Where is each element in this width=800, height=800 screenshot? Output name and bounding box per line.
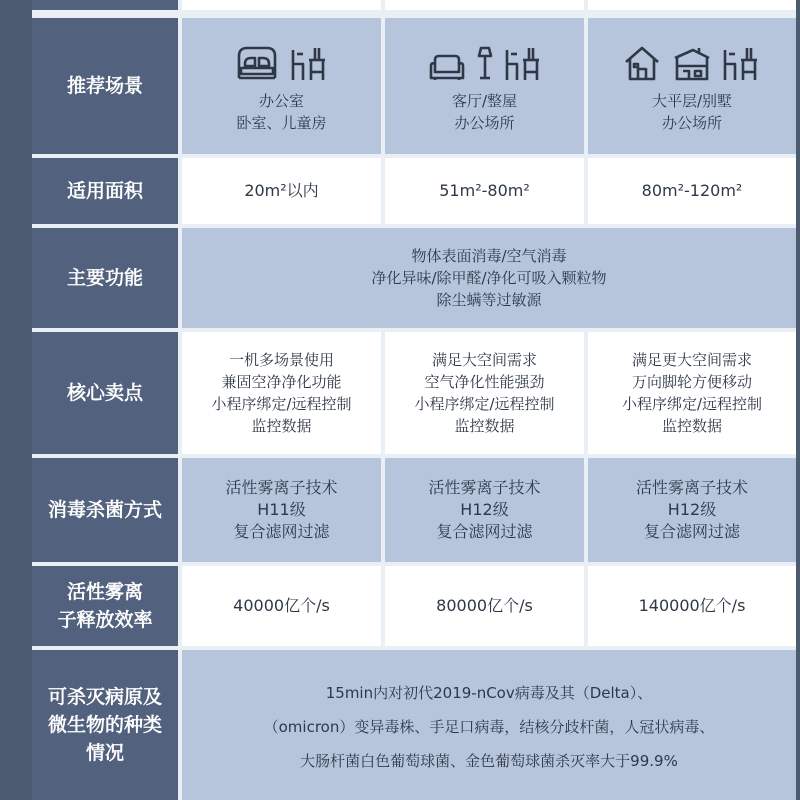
cell-line: 80000亿个/s <box>436 596 533 615</box>
table-cell <box>588 458 796 562</box>
row-header <box>32 650 178 800</box>
header-line: 子释放效率 <box>57 609 153 631</box>
villa-icon <box>671 44 711 82</box>
row-header: 推荐场景 <box>32 18 178 154</box>
table-cell <box>385 0 584 10</box>
cell-line: 监控数据 <box>661 417 722 435</box>
cell-line: 80m²-120m² <box>641 181 743 200</box>
table-row-top-remnant <box>32 0 796 10</box>
table-cell <box>588 332 796 454</box>
cell-line: 小程序绑定/远程控制 <box>621 395 763 413</box>
cell-line: H12级 <box>667 500 717 519</box>
row-header: 主要功能 <box>32 228 178 328</box>
table-cell <box>588 158 796 224</box>
table-cell <box>182 228 796 328</box>
cell-line: 大肠杆菌白色葡萄球菌、金色葡萄球菌杀灭率大于99.9% <box>300 752 678 770</box>
table-cell <box>385 158 584 224</box>
cell-line: （omicron）变异毒株、手足口病毒，结核分歧杆菌，人冠状病毒、 <box>263 718 715 736</box>
table-cell <box>385 566 584 646</box>
cell-line: 小程序绑定/远程控制 <box>211 395 352 413</box>
table-row-release-rate <box>32 566 796 646</box>
table-cell <box>385 18 584 154</box>
table-cell <box>385 332 584 454</box>
cell-line: 140000亿个/s <box>638 596 746 615</box>
cell-line: 15min内对初代2019-nCov病毒及其（Delta）、 <box>325 684 653 702</box>
desk-chair-icon <box>721 44 761 82</box>
cell-line: 万向脚轮方便移动 <box>631 373 752 391</box>
cell-line: 40000亿个/s <box>233 596 330 615</box>
table-cell <box>182 0 381 10</box>
cell-line: 监控数据 <box>251 417 312 435</box>
table-cell <box>588 18 796 154</box>
house-icon <box>623 44 661 82</box>
cell-line: 除尘螨等过敏源 <box>436 291 542 309</box>
cell-line: 办公室 <box>258 92 304 110</box>
header-line: 可杀灭病原及 <box>47 686 162 708</box>
table-row-pathogens <box>32 650 796 800</box>
cell-line: 净化异味/除甲醛/净化可吸入颗粒物 <box>371 269 607 287</box>
scene-icons <box>427 38 543 82</box>
table-row-scene <box>32 18 796 154</box>
cell-line: 满足大空间需求 <box>431 351 537 369</box>
row-header: 核心卖点 <box>32 332 178 454</box>
lamp-icon <box>477 44 493 82</box>
row-header-blank <box>32 0 178 10</box>
bed-icon <box>235 44 279 82</box>
table-row-functions <box>32 228 796 328</box>
cell-line: 办公场所 <box>454 114 515 132</box>
table-row-area <box>32 158 796 224</box>
table-cell <box>182 18 381 154</box>
cell-line: 活性雾离子技术 <box>635 478 748 497</box>
row-header: 适用面积 <box>32 158 178 224</box>
scene-icons <box>235 38 329 82</box>
table-cell <box>182 566 381 646</box>
cell-line: 小程序绑定/远程控制 <box>414 395 555 413</box>
table-cell <box>588 566 796 646</box>
scene-icons <box>623 38 761 82</box>
cell-line: 客厅/整屋 <box>451 92 518 110</box>
cell-line: 20m²以内 <box>244 181 319 200</box>
table-cell <box>588 0 796 10</box>
cell-line: 51m²-80m² <box>439 181 530 200</box>
table-cell <box>182 458 381 562</box>
cell-line: 兼固空净净化功能 <box>221 373 342 391</box>
table-cell <box>182 332 381 454</box>
header-line: 活性雾离 <box>66 581 143 603</box>
cell-line: 办公场所 <box>661 114 722 132</box>
table-cell <box>385 458 584 562</box>
sofa-icon <box>427 52 467 82</box>
cell-line: 复合滤网过滤 <box>233 522 330 541</box>
row-header <box>32 566 178 646</box>
cell-line: 空气净化性能强劲 <box>424 373 545 391</box>
cell-line: 物体表面消毒/空气消毒 <box>411 247 567 265</box>
row-header: 消毒杀菌方式 <box>32 458 178 562</box>
table-row-disinfection <box>32 458 796 562</box>
cell-line: H12级 <box>460 500 509 519</box>
cell-line: 活性雾离子技术 <box>225 478 338 497</box>
cell-line: 大平层/别墅 <box>651 92 733 110</box>
desk-chair-icon <box>503 44 543 82</box>
cell-line: 卧室、儿童房 <box>236 114 327 132</box>
cell-line: 活性雾离子技术 <box>428 478 541 497</box>
cell-line: 满足更大空间需求 <box>631 351 752 369</box>
table-cell <box>182 650 796 800</box>
cell-line: H11级 <box>257 500 306 519</box>
header-line: 微生物的种类 <box>47 714 162 736</box>
cell-line: 一机多场景使用 <box>228 351 334 369</box>
cell-line: 复合滤网过滤 <box>643 522 740 541</box>
desk-chair-icon <box>289 44 329 82</box>
table-cell <box>182 158 381 224</box>
comparison-table <box>32 0 796 800</box>
header-line: 情况 <box>85 742 124 764</box>
cell-line: 复合滤网过滤 <box>436 522 533 541</box>
table-row-selling-points <box>32 332 796 454</box>
cell-line: 监控数据 <box>454 417 515 435</box>
